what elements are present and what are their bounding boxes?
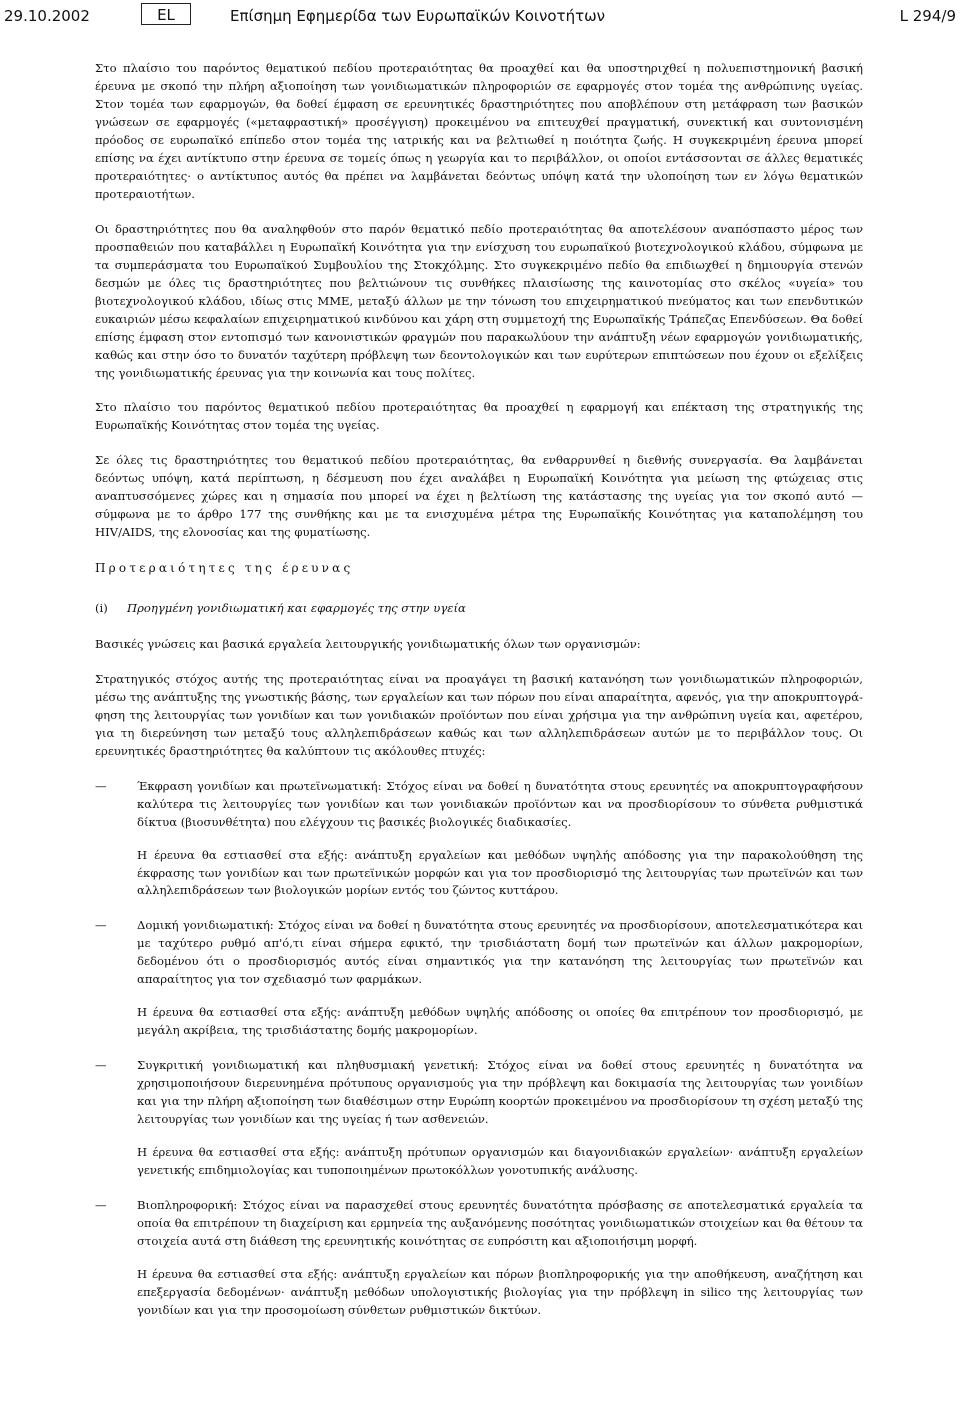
document-body	[95, 60, 863, 1337]
intro-paragraph-1	[95, 60, 863, 204]
list-item	[95, 1197, 863, 1251]
list-item-focus: Η έρευνα θα εστιασθεί στα εξής: ανάπτυξη μεθόδων υψηλής απόδοσης οι οποίες θα επιτρέπουν τον προσδιορισμό, με μεγάλη ακρίβεια, της τρισδιάστατης δομής μακρομορίων.	[137, 1005, 863, 1038]
list-item-focus: Η έρευνα θα εστιασθεί στα εξής: ανάπτυξη πρότυπων οργανισμών και διαγονιδιακών εργαλείων· ανάπτυξη εργαλείων γενετικής επιδημιολογίας και τυποποιημένων πρωτοκόλλων γονοτυπικής ανάλυσης.	[137, 1145, 863, 1178]
dash-marker: —	[95, 1058, 107, 1073]
lead-paragraph: Βασικές γνώσεις και βασικά εργαλεία λειτουργικής γονιδιωματικής όλων των οργανισμών:	[95, 636, 641, 651]
list-item	[95, 1057, 863, 1129]
list-item	[95, 917, 863, 989]
goal-paragraph: Στρατηγικός στόχος αυτής της προτεραιότητας είναι να προαγάγει τη βασική κατανόηση των γονιδιωματικών πληροφοριών, μέσω της ανάπτυξης της γνωστικής βάσης, των εργαλείων και των πόρων που είναι απαραίτητα, αφενός, για την αποκρυπτογρά-φηση της λειτουργίας των γονιδίων και των γονιδιακών προϊόντων που είναι χρήσιμα για την ανθρώπινη υγεία και, αφετέρου, για τη διερεύνηση των μεταξύ τους αλληλεπιδράσεων καθώς και των αλληλεπιδράσεων αυτών με το περιβάλλον τους. Οι ερευνητικές δραστηριότητες θα καλύπτουν τις ακόλουθες πτυχές:	[95, 671, 863, 758]
dash-marker: —	[95, 1198, 107, 1213]
header-page-reference: L 294/9	[899, 7, 956, 25]
section-title: Προτεραιότητες της έρευνας	[95, 561, 354, 576]
intro-p1a: Στο πλαίσιο του παρόντος θεματικού πεδίου προτεραιότητας θα προαχθεί και θα υποστηριχθεί η πολυεπιστημονική βασική έρευνα με σκοπό την πλήρη αξιοποίηση των γονιδιωματικών πληροφοριών σε εφαρμογές στον τομέα της ανθρώπινης υγείας.	[95, 61, 863, 93]
header-journal-title: Επίσημη Εφημερίδα των Ευρωπαϊκών Κοινοτήτων	[230, 7, 606, 25]
dash-marker: —	[95, 918, 107, 933]
subsection-heading	[95, 600, 863, 618]
intro-paragraph-2: Οι δραστηριότητες που θα αναληφθούν στο παρόν θεματικό πεδίο προτεραιότητας θα αποτελέσουν αναπόσπαστο μέρος των προσπαθειών που καταβάλλει η Ευρωπαϊκή Κοινότητα για την ενίσχυση του ευρωπαϊκού βιοτεχνολογικού κλάδου, σύμφωνα με τα συμπεράσματα του Ευρωπαϊκού Συμβουλίου της Στοκχόλμης. Στο συγκεκριμένο πεδίο θα επιδιωχθεί η δημιουργία στενών δεσμών με όλες τις δραστηριότητες που βελτιώνουν τις συνθήκες πλαισίωσης της καινοτομίας στο σκέλος «υγεία» του βιοτεχνολογικού κλάδου, ιδίως στις ΜΜΕ, μεταξύ άλλων με την τόνωση του επιχειρηματικού πνεύματος και των επενδυτικών ευκαιριών μέσω κεφαλαίων επιχειρηματικού κινδύνου και χάρη στη συμμετοχή της Ευρωπαϊκής Τράπεζας Επενδύσεων. Θα δοθεί επίσης έμφαση στον εντοπισμό των κανονιστικών φραγμών που παρακωλύουν την ανάπτυξη νέων εφαρμογών γονιδιωματικής, καθώς και στην όσο το δυνατόν ταχύτερη πρόβλεψη των δεοντολογικών και των ευρύτερων επιπτώσεων που έχουν οι εξελίξεις της γονιδιωματικής έρευνας για την κοινωνία και τους πολίτες.	[95, 221, 863, 380]
page-header	[0, 0, 960, 30]
list-item-text: Έκφραση γονιδίων και πρωτεϊνωματική: Στόχος είναι να δοθεί η δυνατότητα στους ερευνητές να αποκρυπτογραφήσουν καλύτερα τις λειτουργίες των γονιδίων και των γονιδιακών προϊόντων και να προσδιορίσουν το σύνθετα ρυθμιστικά δίκτυα (βιοσυνθέτητα) που ελέγχουν τις βασικές βιολογικές διαδικασίες.	[137, 778, 863, 829]
list-item-text: Συγκριτική γονιδιωματική και πληθυσμιακή γενετική: Στόχος είναι να δοθεί στους ερευνητές η δυνατότητα να χρησιμοποιήσουν διερευνημένα πρότυπους οργανισμούς για την πρόβλεψη και δοκιμασία της λειτουργίας των γονιδίων και για την πλήρη αξιοποίηση των διαθέσιμων στην Ευρώπη κοορτών προκειμένου να προσδιορίσουν τη σχέση μεταξύ της λειτουργίας των γονιδίων και της υγείας ή των ασθενειών.	[137, 1058, 863, 1127]
list-item-focus: Η έρευνα θα εστιασθεί στα εξής: ανάπτυξη εργαλείων και πόρων βιοπληροφορικής για την αποθήκευση, αναζήτηση και επεξεργασία δεδομένων· ανάπτυξη μεθόδων υπολογιστικής βιολογίας για την πρόβλεψη in silico της λειτουργίας των γονιδίων και για την προσομοίωση σύνθετων ρυθμιστικών δικτύων.	[137, 1266, 863, 1317]
subsection-number: (i)	[95, 600, 108, 615]
dash-marker: —	[95, 778, 107, 793]
list-item-text: Δομική γονιδιωματική: Στόχος είναι να δοθεί η δυνατότητα στους ερευνητές να προσδιορίσουν, αποτελεσματικότερα και με ταχύτερο ρυθμό απ'ό,τι είναι σήμερα εφικτό, την τρισδιάστατη δομή των πρωτεϊνών και άλλων μακρομορίων, δεδομένου ότι ο προσδιορισμός αυτός είναι σημαντικός για την κατανόηση της λειτουργίας των πρωτεϊνών και απαραίτητος για τον σχεδιασμό των φαρμάκων.	[137, 918, 863, 987]
intro-paragraph-4: Σε όλες τις δραστηριότητες του θεματικού πεδίου προτεραιότητας, θα ενθαρρυνθεί η διεθνής συνεργασία. Θα λαμβάνεται δεόντως υπόψη, κατά περίπτωση, η δέσμευση που έχει αναλάβει η Ευρωπαϊκή Κοινότητα για μείωση της φτώχειας στις αναπτυσσόμενες χώρες και η σημασία που μπορεί να έχει η βελτίωση της κατάστασης της υγείας για τον σκοπό αυτό — σύμφωνα με το άρθρο 177 της συνθήκης και με τα ενισχυμένα μέτρα της Ευρωπαϊκής Κοινότητας για καταπολέμηση του HIV/AIDS, της ελονοσίας και της φυματίωσης.	[95, 453, 863, 540]
header-language-box: EL	[141, 3, 191, 25]
list-item-focus: Η έρευνα θα εστιασθεί στα εξής: ανάπτυξη εργαλείων και μεθόδων υψηλής απόδοσης για την παρακολούθηση της έκφρασης των γονιδίων και των πρωτεϊνικών μορφών και για τον προσδιορισμό της λειτουργίας των πρωτεϊνών και των αλληλεπιδράσεων των βιολογικών μορίων εντός του ζώντος κυττάρου.	[137, 847, 863, 898]
intro-paragraph-3: Στο πλαίσιο του παρόντος θεματικού πεδίου προτεραιότητας θα προαχθεί η εφαρμογή και επέκταση της στρατηγικής της Ευρωπαϊκής Κοινότητας στον τομέα της υγείας.	[95, 400, 863, 433]
intro-p1b: Στον τομέα των εφαρμογών, θα δοθεί έμφαση σε ερευνητικές δραστηριότητες που αποβλέπουν στη μετάφραση των βασικών γνώσεων σε εφαρμογές («μεταφραστική» προσέγγιση) προκειμένου να επιτευχθεί πραγματική, συνεκτική και συντονισμένη πρόοδος σε ευρωπαϊκό επίπεδο στον τομέα της ιατρικής και να βελτιωθεί η ποιότητα ζωής. Η συγκεκριμένη έρευνα μπορεί επίσης να έχει αντίκτυπο στην έρευνα σε τομείς όπως η γεωργία και το περιβάλλον, οι οποίοι εντάσσονται σε άλλες θεματικές προτεραιότητες· ο αντίκτυπος αυτός θα πρέπει να λαμβάνεται δεόντως υπόψη κατά την υλοποίηση των εν λόγω θεματικών προτεραιοτήτων.	[95, 96, 863, 201]
subsection-title: Προηγμένη γονιδιωματική και εφαρμογές της στην υγεία	[127, 600, 466, 615]
header-date: 29.10.2002	[4, 7, 90, 25]
list-item-text: Βιοπληροφορική: Στόχος είναι να παρασχεθεί στους ερευνητές δυνατότητα πρόσβασης σε αποτελεσματικά εργαλεία τα οποία θα επιτρέπουν τη διαχείριση και ερμηνεία της αυξανόμενης ποσότητας γονιδιωματικών στοιχείων και θα θέτουν τα στοιχεία αυτά στη διάθεση της ερευνητικής κοινότητας σε ευπρόσιτη και αξιοποιήσιμη μορφή.	[137, 1198, 863, 1248]
list-item	[95, 778, 863, 832]
